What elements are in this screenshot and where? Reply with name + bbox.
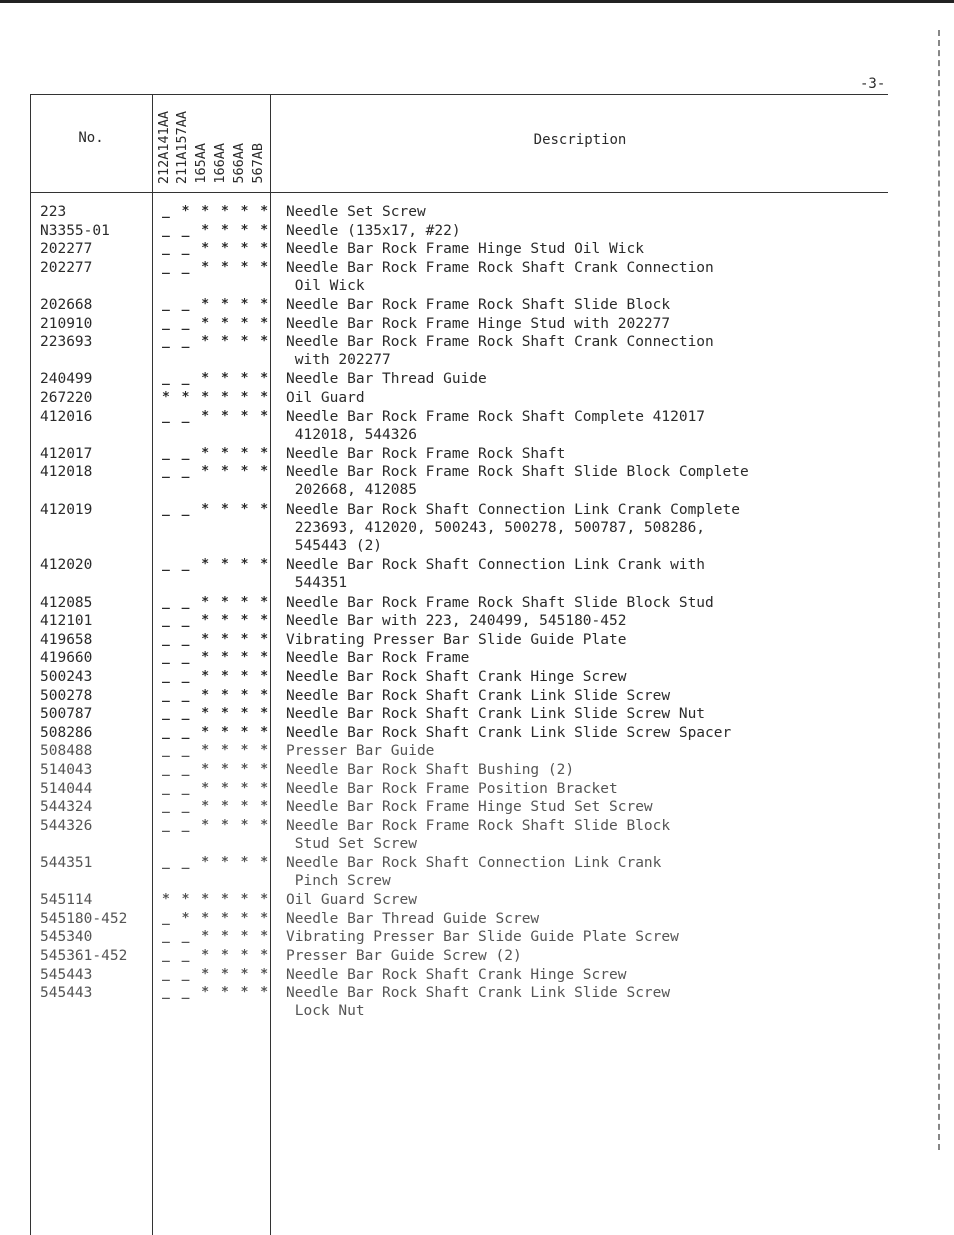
header-models bbox=[154, 98, 270, 184]
part-number: 223693 bbox=[40, 334, 93, 351]
model-applicability: _ _ * * * * bbox=[162, 594, 271, 610]
part-number: 412101 bbox=[40, 613, 93, 630]
part-number: 210910 bbox=[40, 315, 93, 332]
model-applicability: * * * * * * bbox=[162, 892, 271, 908]
model-applicability: _ _ * * * * bbox=[162, 966, 271, 982]
part-description: Needle Bar Rock Shaft Crank Link Slide Screw Lock Nut bbox=[286, 985, 671, 1020]
part-description: Needle Bar Rock Shaft Crank Link Slide Screw bbox=[286, 687, 671, 704]
model-applicability: _ _ * * * * bbox=[162, 799, 271, 815]
part-number: 240499 bbox=[40, 371, 93, 388]
model-applicability: _ _ * * * * bbox=[162, 855, 271, 870]
header-no: No. bbox=[78, 130, 104, 146]
table-top-rule bbox=[30, 94, 888, 95]
part-number: 508286 bbox=[40, 724, 93, 741]
model-applicability: _ * * * * * bbox=[162, 910, 271, 926]
left-rule bbox=[30, 94, 31, 1235]
model-applicability: _ _ * * * * bbox=[162, 762, 271, 777]
part-description: Needle Bar Rock Shaft Crank Hinge Screw bbox=[286, 669, 627, 685]
part-description: Needle Bar Rock Shaft Crank Hinge Screw bbox=[286, 966, 627, 983]
part-description: Needle Bar Rock Frame Rock Shaft Slide Block bbox=[286, 297, 671, 313]
model-applicability: _ _ * * * * bbox=[162, 297, 271, 312]
parts-table bbox=[30, 94, 888, 1235]
part-number: 514044 bbox=[40, 780, 93, 797]
part-description: Needle Bar Rock Frame Hinge Stud Oil Wick bbox=[286, 241, 644, 258]
part-number: 545361-452 bbox=[40, 948, 128, 964]
model-applicability: _ _ * * * * bbox=[162, 724, 271, 740]
part-description: Needle Bar Rock Frame Rock Shaft bbox=[286, 445, 566, 462]
part-number: 545443 bbox=[40, 966, 93, 983]
model-applicability: _ _ * * * * bbox=[162, 371, 271, 387]
model-header: 211A157AA bbox=[174, 110, 190, 184]
part-number: 514043 bbox=[40, 762, 93, 778]
model-applicability: _ _ * * * * bbox=[162, 743, 271, 759]
part-description: Needle Bar Rock Shaft Connection Link Crank Complete 223693, 412020, 500243, 500278, 500787, 508286, 545443 (2) bbox=[286, 501, 740, 554]
part-description: Needle Bar Rock Frame Rock Shaft Complete 412017 412018, 544326 bbox=[286, 408, 706, 443]
model-applicability: * * * * * * bbox=[162, 390, 271, 405]
model-applicability: _ _ * * * * bbox=[162, 929, 271, 945]
part-number: 267220 bbox=[40, 390, 93, 406]
part-description: Needle Bar Thread Guide Screw bbox=[286, 910, 540, 927]
part-number: 500787 bbox=[40, 706, 93, 723]
model-applicability: _ _ * * * * bbox=[162, 669, 271, 684]
model-applicability: _ _ * * * * bbox=[162, 315, 271, 331]
part-description: Vibrating Presser Bar Slide Guide Plate Screw bbox=[286, 929, 679, 946]
model-applicability: _ _ * * * * bbox=[162, 650, 271, 666]
part-description: Needle Bar Rock Shaft Crank Link Slide Screw Spacer bbox=[286, 724, 732, 741]
part-description: Needle Set Screw bbox=[286, 204, 426, 220]
model-applicability: _ * * * * * bbox=[162, 204, 271, 219]
part-number: 412016 bbox=[40, 408, 93, 425]
part-description: Needle Bar Rock Shaft Connection Link Crank with 544351 bbox=[286, 557, 706, 592]
part-number: 545180-452 bbox=[40, 910, 128, 927]
part-description: Needle Bar Rock Frame Hinge Stud Set Screw bbox=[286, 799, 653, 816]
part-number: 508488 bbox=[40, 743, 93, 760]
part-number: 412018 bbox=[40, 464, 93, 481]
part-description: Needle Bar Rock Frame Rock Shaft Slide Block Stud bbox=[286, 594, 714, 611]
model-header: 166AA bbox=[212, 143, 228, 184]
part-description: Vibrating Presser Bar Slide Guide Plate bbox=[286, 631, 627, 648]
page-number: -3- bbox=[860, 76, 886, 92]
model-applicability: _ _ * * * * bbox=[162, 241, 271, 257]
model-applicability: _ _ * * * * bbox=[162, 408, 271, 424]
part-number: 545114 bbox=[40, 892, 93, 909]
model-applicability: _ _ * * * * bbox=[162, 557, 271, 573]
part-description: Needle Bar Thread Guide bbox=[286, 371, 487, 388]
model-applicability: _ _ * * * * bbox=[162, 985, 271, 1001]
part-number: 544351 bbox=[40, 855, 93, 871]
part-number: 223 bbox=[40, 204, 67, 220]
model-applicability: _ _ * * * * bbox=[162, 501, 271, 517]
model-header: 566AA bbox=[231, 143, 247, 184]
binding-edge bbox=[938, 30, 943, 1150]
part-description: Needle Bar Rock Frame bbox=[286, 650, 470, 667]
model-applicability: _ _ * * * * bbox=[162, 948, 271, 963]
model-applicability: _ _ * * * * bbox=[162, 334, 271, 350]
part-description: Needle Bar Rock Frame Rock Shaft Crank Connection with 202277 bbox=[286, 334, 714, 369]
part-number: 544326 bbox=[40, 817, 93, 834]
model-applicability: _ _ * * * * bbox=[162, 464, 271, 480]
top-border bbox=[0, 0, 954, 3]
part-description: Oil Guard Screw bbox=[286, 892, 417, 909]
part-number: 544324 bbox=[40, 799, 93, 816]
part-number: 419658 bbox=[40, 631, 93, 648]
part-number: 412085 bbox=[40, 594, 93, 611]
part-description: Oil Guard bbox=[286, 390, 365, 406]
part-description: Needle Bar Rock Shaft Bushing (2) bbox=[286, 762, 575, 778]
model-applicability: _ _ * * * * bbox=[162, 780, 271, 796]
part-description: Needle Bar Rock Frame Position Bracket bbox=[286, 780, 618, 797]
part-description: Presser Bar Guide bbox=[286, 743, 435, 760]
part-description: Needle Bar Rock Frame Hinge Stud with 202277 bbox=[286, 315, 671, 332]
part-number: N3355-01 bbox=[40, 222, 110, 239]
part-number: 500278 bbox=[40, 687, 93, 704]
part-number: 412019 bbox=[40, 501, 93, 518]
part-description: Needle Bar with 223, 240499, 545180-452 bbox=[286, 613, 627, 630]
header-rule bbox=[30, 192, 888, 193]
part-description: Needle (135x17, #22) bbox=[286, 222, 461, 239]
model-applicability: _ _ * * * * bbox=[162, 817, 271, 833]
model-header: 567AB bbox=[250, 143, 266, 184]
part-number: 545443 bbox=[40, 985, 93, 1002]
model-applicability: _ _ * * * * bbox=[162, 259, 271, 275]
part-description: Needle Bar Rock Frame Rock Shaft Crank Connection Oil Wick bbox=[286, 259, 714, 294]
part-description: Presser Bar Guide Screw (2) bbox=[286, 948, 522, 964]
part-description: Needle Bar Rock Frame Rock Shaft Slide Block Stud Set Screw bbox=[286, 817, 671, 852]
part-number: 202277 bbox=[40, 241, 93, 258]
part-number: 500243 bbox=[40, 669, 93, 685]
model-applicability: _ _ * * * * bbox=[162, 687, 271, 703]
model-header: 165AA bbox=[193, 143, 209, 184]
part-number: 419660 bbox=[40, 650, 93, 667]
part-number: 202277 bbox=[40, 259, 93, 276]
model-applicability: _ _ * * * * bbox=[162, 222, 271, 238]
part-description: Needle Bar Rock Frame Rock Shaft Slide Block Complete 202668, 412085 bbox=[286, 464, 749, 499]
header-description: Description bbox=[533, 132, 627, 148]
part-number: 202668 bbox=[40, 297, 93, 313]
model-applicability: _ _ * * * * bbox=[162, 613, 271, 629]
model-applicability: _ _ * * * * bbox=[162, 706, 271, 722]
part-number: 412020 bbox=[40, 557, 93, 574]
part-description: Needle Bar Rock Shaft Connection Link Crank Pinch Screw bbox=[286, 855, 662, 889]
model-applicability: _ _ * * * * bbox=[162, 445, 271, 461]
part-number: 545340 bbox=[40, 929, 93, 946]
part-description: Needle Bar Rock Shaft Crank Link Slide Screw Nut bbox=[286, 706, 706, 723]
no-column-rule bbox=[152, 94, 153, 1235]
part-number: 412017 bbox=[40, 445, 93, 462]
model-applicability: _ _ * * * * bbox=[162, 631, 271, 647]
model-header: 212A141AA bbox=[156, 110, 172, 184]
